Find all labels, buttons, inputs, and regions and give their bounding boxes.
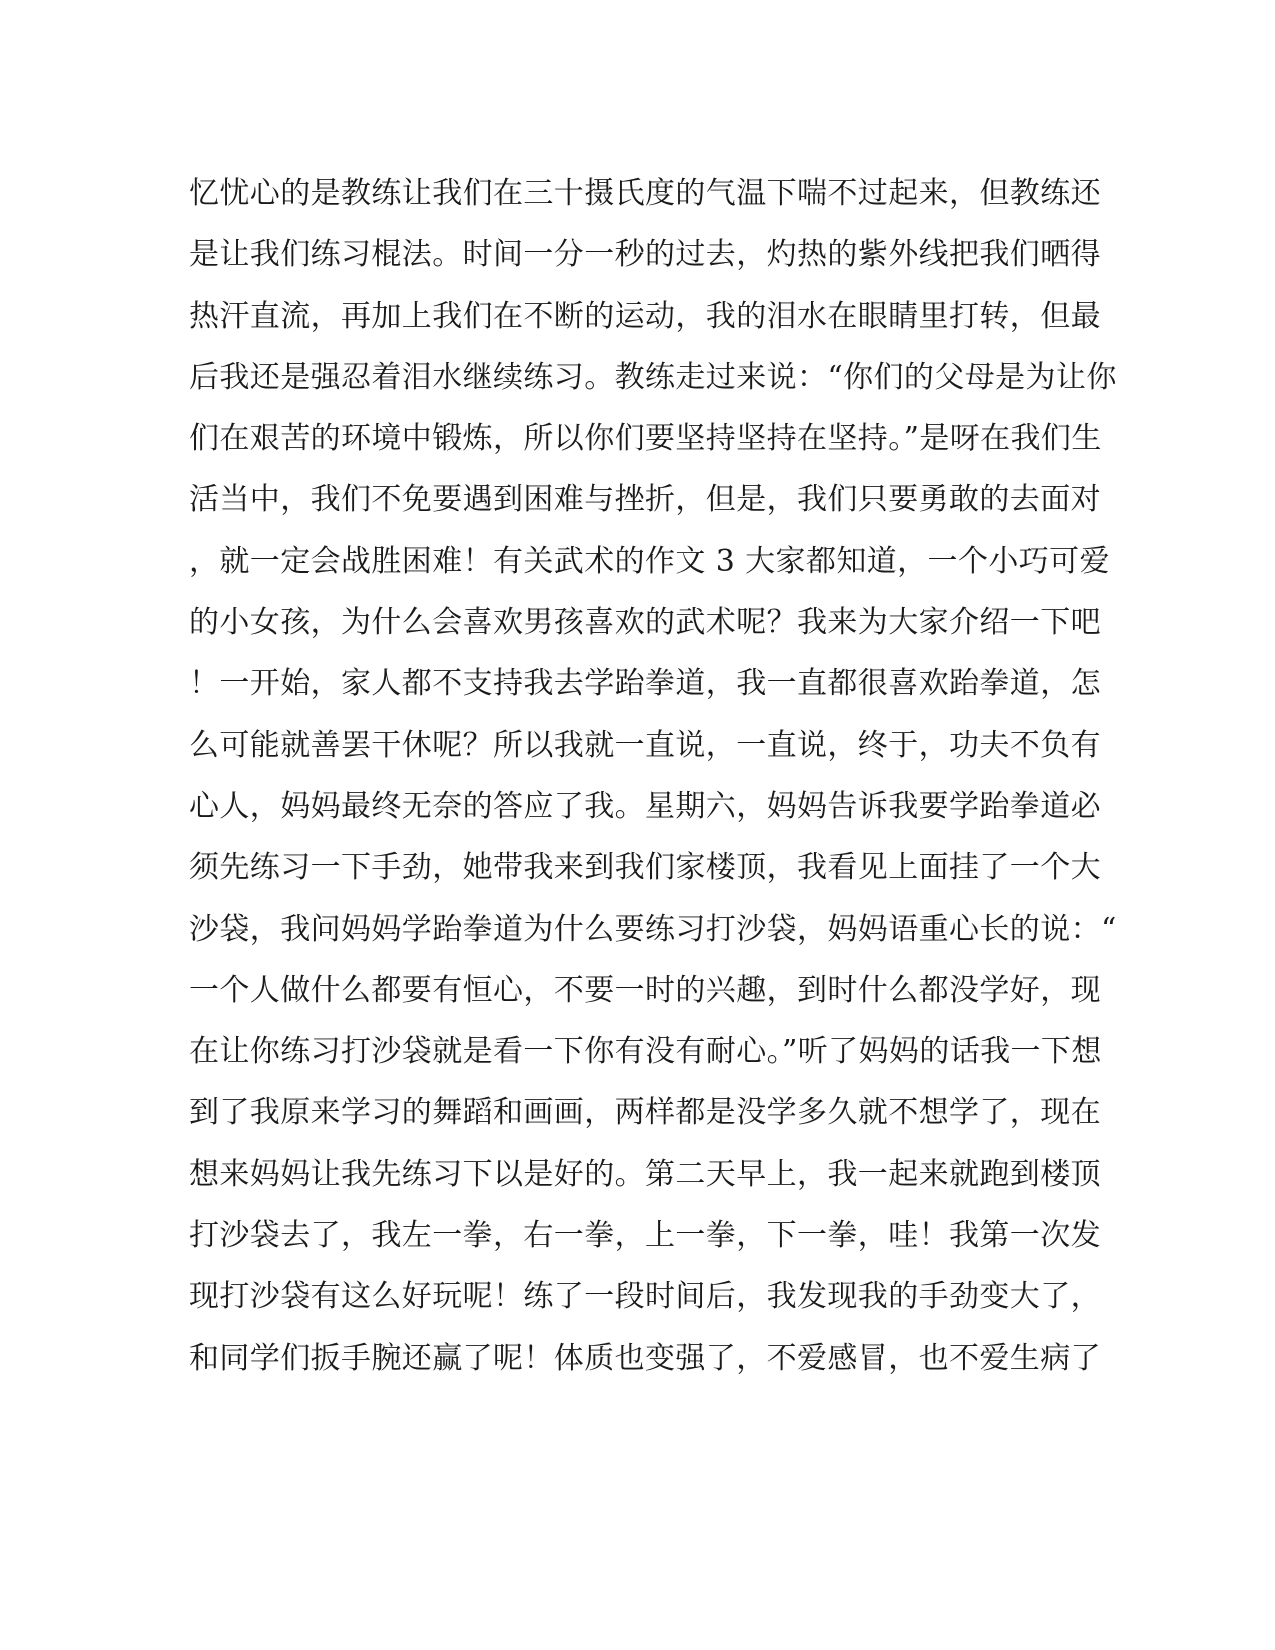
text-line: 心人，妈妈最终无奈的答应了我。星期六，妈妈告诉我要学跆拳道必 — [189, 788, 1101, 824]
text-line: 后我还是强忍着泪水继续练习。教练走过来说：“你们的父母是为让你 — [189, 359, 1117, 395]
text-line: 和同学们扳手腕还赢了呢！体质也变强了，不爱感冒，也不爱生病了 — [189, 1340, 1101, 1376]
text-line: 一个人做什么都要有恒心，不要一时的兴趣，到时什么都没学好，现 — [189, 972, 1101, 1008]
text-line: 到了我原来学习的舞蹈和画画，两样都是没学多久就不想学了，现在 — [189, 1095, 1101, 1131]
text-line: 热汗直流，再加上我们在不断的运动，我的泪水在眼睛里打转，但最 — [189, 298, 1101, 334]
text-line: ，就一定会战胜困难！有关武术的作文 3 大家都知道，一个小巧可爱 — [189, 543, 1110, 579]
text-line: 么可能就善罢干休呢？所以我就一直说，一直说，终于，功夫不负有 — [189, 727, 1101, 763]
text-line: 沙袋，我问妈妈学跆拳道为什么要练习打沙袋，妈妈语重心长的说：“ — [189, 911, 1117, 947]
text-line: 的小女孩，为什么会喜欢男孩喜欢的武术呢？我来为大家介绍一下吧 — [189, 605, 1101, 641]
text-line: 活当中，我们不免要遇到困难与挫折，但是，我们只要勇敢的去面对 — [189, 482, 1101, 518]
text-line: 们在艰苦的环境中锻炼，所以你们要坚持坚持在坚持。”是呀在我们生 — [189, 421, 1102, 457]
text-line: 是让我们练习棍法。时间一分一秒的过去，灼热的紫外线把我们晒得 — [189, 237, 1101, 273]
text-line: 想来妈妈让我先练习下以是好的。第二天早上，我一起来就跑到楼顶 — [189, 1156, 1101, 1192]
text-line: 现打沙袋有这么好玩呢！练了一段时间后，我发现我的手劲变大了， — [189, 1279, 1101, 1315]
text-line: 在让你练习打沙袋就是看一下你有没有耐心。”听了妈妈的话我一下想 — [189, 1034, 1102, 1070]
text-line: ！一开始，家人都不支持我去学跆拳道，我一直都很喜欢跆拳道，怎 — [189, 666, 1101, 702]
text-line: 打沙袋去了，我左一拳，右一拳，上一拳，下一拳，哇！我第一次发 — [189, 1218, 1101, 1254]
text-line: 忆忧心的是教练让我们在三十摄氏度的气温下喘不过起来，但教练还 — [189, 176, 1101, 211]
text-line: 须先练习一下手劲，她带我来到我们家楼顶，我看见上面挂了一个大 — [189, 850, 1101, 886]
essay-body — [189, 163, 1117, 1389]
